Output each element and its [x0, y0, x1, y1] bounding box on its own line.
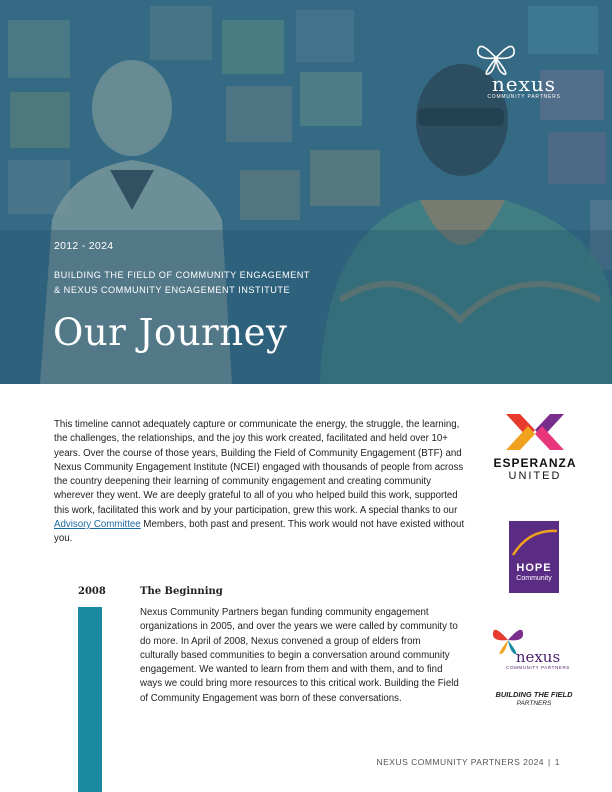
logo-subtitle: COMMUNITY PARTNERS — [487, 94, 561, 100]
caption-line-1: BUILDING THE FIELD — [495, 690, 573, 699]
butterfly-icon — [474, 38, 518, 78]
esperanza-mark-icon — [500, 412, 570, 452]
logo-wordmark: nexus — [491, 72, 557, 96]
hero-banner — [0, 0, 612, 384]
esperanza-line-2: UNITED — [508, 470, 562, 482]
page-number: 1 — [554, 757, 560, 767]
esperanza-line-1: ESPERANZA — [493, 456, 577, 470]
hero-kicker — [54, 268, 310, 298]
year-range: 2012 - 2024 — [54, 240, 114, 252]
section-year: 2008 — [78, 586, 106, 597]
nexus-butterfly-icon — [490, 624, 526, 656]
nexus-partner-word: nexus — [515, 648, 561, 666]
kicker-line-2: & NEXUS COMMUNITY ENGAGEMENT INSTITUTE — [54, 285, 291, 295]
section-body: Nexus Community Partners began funding community engagement organizations in 2005, and over the years we were called by community to do more. In April of 2008, Nexus convened a group of elders from culturally based communities to begin a conversation around community engagement. We wanted to learn from them and with them, and to find ways we could bring more resources to this critical work. Building the Field of Community Engagement was born of these conversations. — [140, 607, 459, 704]
footer-org: NEXUS COMMUNITY PARTNERS 2024 — [376, 757, 545, 767]
partners-caption — [484, 690, 584, 708]
footer-separator: | — [548, 757, 551, 767]
nexus-logo-top — [474, 38, 574, 100]
advisory-committee-link[interactable]: Advisory Committee — [54, 519, 141, 531]
hope-line-1: HOPE — [516, 562, 552, 574]
kicker-line-1: BUILDING THE FIELD OF COMMUNITY ENGAGEMENT — [54, 270, 310, 280]
page-title: Our Journey — [53, 311, 288, 354]
page-footer — [377, 757, 561, 767]
hope-arc-icon — [509, 521, 559, 557]
caption-line-2: PARTNERS — [516, 700, 552, 707]
intro-text-start: This timeline cannot adequately capture or communicate the energy, the struggle, the learning, the challenges, the relationships, and the joy this work created, facilitated and held over 10+ years. Over the course of those years, Building the Field of Community Engagement (BTF) and Nexus Community Engagement Institute (NCEI) engaged with thousands of people from across the country deepening their learning of community engagement and creating community wherever they went. We are deeply grateful to all of you who helped build this work, supported this work, facilitated this work and by your participation, grew this work. A special thanks to our — [54, 419, 464, 516]
hope-community-logo — [509, 521, 559, 593]
timeline-bar — [78, 607, 102, 792]
hope-line-2: Community — [516, 575, 552, 582]
nexus-partner-sub: COMMUNITY PARTNERS — [506, 665, 570, 670]
nexus-partner-logo — [488, 624, 572, 670]
intro-text-end: Members, both past and present. This work would not have existed without you. — [54, 519, 465, 545]
section-title: The Beginning — [140, 586, 223, 597]
intro-paragraph — [54, 418, 472, 547]
esperanza-united-logo — [490, 412, 580, 482]
